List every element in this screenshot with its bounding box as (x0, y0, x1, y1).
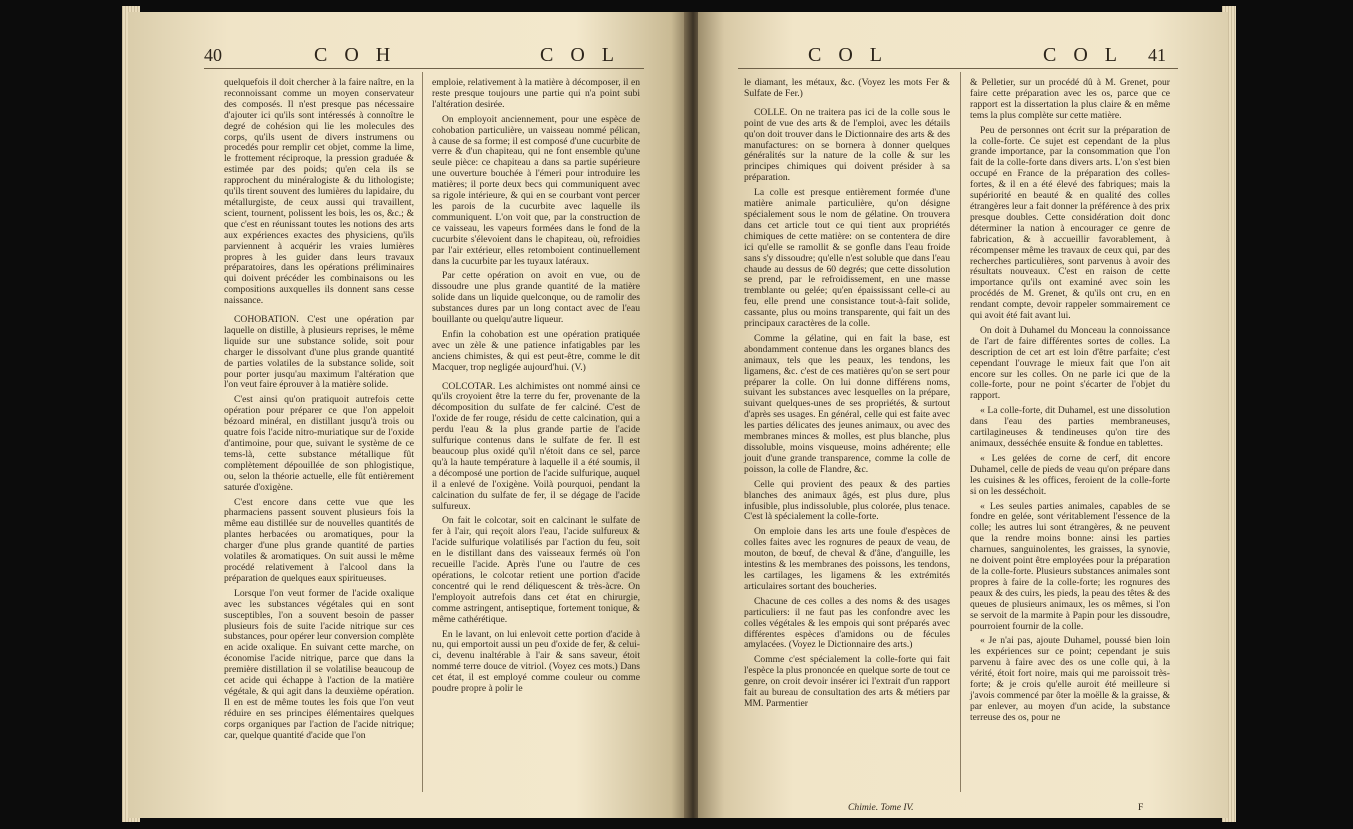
signature-mark: F (1138, 802, 1144, 813)
header-rule (204, 68, 644, 69)
paragraph: COLLE. On ne traitera pas ici de la colle sous le point de vue des arts & de l'emploi, avec les détails qu'on doit trouver dans le Dictionnaire des arts & des manufactures: on se bornera à donner quelques généralités sur la nature de la colle & sur les principes chimiques qui doivent présider à sa préparation. (744, 106, 950, 184)
column-divider (422, 72, 423, 792)
footer-signature: Chimie. Tome IV. (848, 802, 914, 813)
paragraph: emploie, relativement à la matière à décomposer, il en reste presque toujours une partie qui n'a point subi l'altération desirée. (432, 77, 640, 110)
running-head-left: C O L (808, 44, 888, 66)
paragraph: Lorsque l'on veut former de l'acide oxalique avec les substances végétales qui en sont susceptibles, l'on a souvent besoin de passer plusieurs fois de suite l'acide nitrique sur ces substances, pour opérer leur conversion complète en acide oxalique. En suivant cette marche, on économise l'acide nitrique, parce que dans la première distillation il se volatilise beaucoup de cet acide qui échappe à l'action de la matière végétale, & qui agit dans la deuxième opération. Il en est de même toutes les fois que l'on veut réduire en ses principes élémentaires quelques corps organiques par l'action de l'acide nitrique; car, quelque quantité d'acide que l'on (224, 587, 414, 741)
paragraph: On doit à Duhamel du Monceau la connoissance de l'art de faire différentes sortes de colles. La description de cet art est loin d'être parfaite; c'est cependant l'ouvrage le mieux fait que l'on ait encore sur les colles. On ne parle ici que de la colle-forte, pour ne point s'écarter de l'objet du rapport. (970, 324, 1170, 402)
paragraph: On employoit anciennement, pour une espèce de cohobation particulière, un vaisseau nommé pélican, à cause de sa forme; il est composé d'une cucurbite de verre & d'un chapiteau, qui ne font ensemble qu'une seule pièce: ce chapiteau a dans sa partie supérieure une ouverture bouchée à l'émeri pour introduire les matières; il porte deux becs qui communiquent avec sa rigole intérieure, & qui en se courbant vont percer les parois de la cucurbite avec laquelle ils communiquent. L'on voit que, par la construction de ce vaisseau, les vapeurs formées dans le fond de la cucurbite s'élevoient dans le chapiteau, où, refroidies par l'air extérieur, elles retomboient continuellement dans la cucurbite par les tuyaux latéraux. (432, 113, 640, 267)
text-column-1 (224, 78, 414, 745)
left-page (128, 12, 688, 818)
header-rule (738, 68, 1178, 69)
paragraph: C'est encore dans cette vue que les pharmaciens passent souvent plusieurs fois la même eau distillée sur de nouvelles quantités de plantes herbacées ou aromatiques, pour la charger d'une plus grande quantité de parties volatiles & aromatiques. On suit aussi le même procédé relativement à l'alcool dans la préparation de quelques eaux spiritueuses. (224, 496, 414, 584)
text-column-1 (744, 78, 950, 714)
paragraph: En le lavant, on lui enlevoit cette portion d'acide à nu, qui emportoit aussi un peu d'oxide de fer, & celui-ci, devenu inaltérable à l'air & sans saveur, étoit nommé terre douce de vitriol. (Voyez ces mots.) Dans cet état, il est employé comme couleur ou comme poudre propre à polir le (432, 628, 640, 695)
paragraph: On emploie dans les arts une foule d'espèces de colles faites avec les rognures de peaux de veau, de mouton, de bœuf, de cheval & d'âne, d'anguille, les intestins & les membranes des poissons, les tendons, les cartilages, les ligamens & les extrémités articulaires sortant des boucheries. (744, 526, 950, 592)
paragraph: Comme la gélatine, qui en fait la base, est abondamment contenue dans les organes blancs des animaux, tels que les peaux, les tendons, les ligamens, &c. c'est de ces matières qu'on se sert pour préparer la colle. On lui donne différens noms, suivant les substances avec lesquelles on la prépare, suivant quelques-unes de ses propriétés, & surtout d'après ses usages. En général, celle qui est faite avec les parties délicates des jeunes animaux, ou avec des membranes minces & molles, est plus blanche, plus dissoluble, moins visqueuse, moins adhérente; elle jouit d'une grande transparence, comme la colle de poisson, la colle de Flandre, &c. (744, 332, 950, 475)
running-head-right: C O L (540, 44, 620, 66)
paragraph: COLCOTAR. Les alchimistes ont nommé ainsi ce qu'ils croyoient être la terre du fer, provenante de la décomposition du sulfate de fer calciné. C'est de l'oxide de fer rouge, résidu de cette calcination, qui a perdu l'eau & la plus grande partie de l'acide sulfurique contenus dans le sulfate de fer. Il est beaucoup plus oxidé qu'il n'étoit dans ce sel, parce qu'à la haute température à laquelle il a été soumis, il a décomposé une portion de l'acide sulfurique, auquel il a enlevé de l'oxigène. Voilà pourquoi, pendant la calcination du sulfate de fer, il se dégage de l'acide sulfureux. (432, 380, 640, 512)
text-column-2 (432, 78, 640, 699)
paragraph: Peu de personnes ont écrit sur la préparation de la colle-forte. Ce sujet est cependant de la plus grande importance, par la consommation que l'on fait de la colle-forte dans divers arts. L'on s'est bien occupé en France de la préparation des colles-fortes, & il en a été élevé des fabriques; mais la supériorité en beauté & en qualité des colles étrangères leur a fait donner la préférence à des prix presque doubles. Cette considération doit donc déterminer la nation à encourager ce genre de fabrication, & à accueillir favorablement, à récompenser même les travaux de ceux qui, par des recherches particulières, sont parvenus à avoir des résultats nouveaux. C'est en raison de cette importance qu'ils ont examiné avec soin les procédés de M. Grenet, & qu'ils ont cru, en en rendant compte, devoir rappeler sommairement ce qui avoit été fait avant lui. (970, 124, 1170, 322)
page-number: 40 (204, 45, 222, 65)
paragraph: « Les seules parties animales, capables de se fondre en gelée, sont véritablement l'essence de la colle; les autres lui sont étrangères, & ne peuvent que la rendre moins bonne: ainsi les parties charnues, sanguinolentes, les graisses, la synovie, ne doivent point être employées pour la préparation de la colle-forte. Plusieurs substances animales sont propres à faire de la colle-forte; les rognures des peaux & des cuirs, les pieds, la peau des têtes & des queues de plusieurs animaux, les os mêmes, si l'on se servoit de la marmite à Papin pour les dissoudre, pourroient fournir de la colle. (970, 500, 1170, 632)
paragraph: COHOBATION. C'est une opération par laquelle on distille, à plusieurs reprises, le même liquide sur une substance solide, soit pour charger le dissolvant d'une plus grande quantité de parties volatiles de la substance solide, soit pour porter jusqu'au maximum l'altération que l'on veut faire éprouver à la matière solide. (224, 314, 414, 391)
paragraph: Celle qui provient des peaux & des parties blanches des animaux âgés, est plus dure, plus infusible, plus indissoluble, plus colorée, plus tenace. C'est là spécialement la colle-forte. (744, 478, 950, 523)
paragraph: La colle est presque entièrement formée d'une matière animale particulière, qu'on désigne spécialement sous le nom de gélatine. On trouvera dans cet article tout ce qui tient aux propriétés chimiques de cette matière: on se contentera de dire ici qu'elle se ramollit & se gonfle dans l'eau froide sans s'y dissoudre; qu'elle n'est soluble que dans l'eau chaude au dessus de 60 degrés; que cette dissolution se prend, par le refroidissement, en une masse tremblante ou gelée; qu'en épaississant celle-ci au feu, elle prend une consistance tout-à-fait solide, cassante, plus ou moins transparente, qui fait un des principaux caractères de la colle. (744, 187, 950, 330)
paragraph: C'est ainsi qu'on pratiquoit autrefois cette opération pour préparer ce que l'on appeloit bézoard minéral, en distillant jusqu'à trois ou quatre fois l'acide nitro-muriatique sur de l'oxide d'antimoine, pour que, suivant le système de ce tems-là, cette substance métallique fût complètement dépouillée de son phlogistique, ou, selon la théorie actuelle, elle fût entièrement saturée d'oxigène. (224, 394, 414, 493)
right-page (698, 12, 1228, 818)
running-head-right: C O L (1043, 44, 1123, 66)
running-head-left: C O H (314, 44, 397, 66)
paragraph: « Je n'ai pas, ajoute Duhamel, poussé bien loin les expériences sur ce point; cependant je suis parvenu à faire avec des os une colle qui, à la vérité, étoit fort noire, mais qui me paroissoit très-forte; & je crois qu'elle auroit été meilleure si j'avois commencé par ôter la moëlle & la graisse, & par enlever, au moyen d'un acide, la substance terreuse des os, pour ne (970, 635, 1170, 723)
page-number: 41 (1148, 45, 1166, 65)
column-divider (960, 72, 961, 792)
paragraph: « La colle-forte, dit Duhamel, est une dissolution dans l'eau des parties membraneuses, cartilagineuses & tendineuses qu'on tire des animaux, desséchée ensuite & fondue en tablettes. (970, 405, 1170, 449)
paragraph: Comme c'est spécialement la colle-forte qui fait l'espèce la plus prononcée en quelque sorte de tout ce genre, on croit devoir insérer ici l'extrait d'un rapport fait au bureau de consultation des arts & métiers par MM. Parmentier (744, 654, 950, 709)
paragraph: « Les gelées de corne de cerf, dit encore Duhamel, celle de pieds de veau qu'on prépare dans les cuisines & les offices, feroient de la colle-forte si on les desséchoit. (970, 452, 1170, 497)
paragraph: Chacune de ces colles a des noms & des usages particuliers: il ne faut pas les confondre avec les colles végétales & les empois qui sont préparés avec différentes espèces d'amidons ou de fécules amylacées. (Voyez le Dictionnaire des arts.) (744, 595, 950, 651)
paragraph: Enfin la cohobation est une opération pratiquée avec un zèle & une patience infatigables par les anciens chimistes, & qui est peut-être, comme le dit Macquer, trop negligée aujourd'hui. (V.) (432, 328, 640, 373)
paragraph: On fait le colcotar, soit en calcinant le sulfate de fer à l'air, qui reçoit alors l'eau, l'acide sulfureux & l'acide sulfurique volatilisés par l'action du feu, soit en le distillant dans des vaisseaux fermés où l'on recueille l'acide. Après l'une ou l'autre de ces opérations, le colcotar retient une portion d'acide concentré qui le rend déliquescent & très-àcre. On l'employoit autrefois dans cet état en chirurgie, comme astringent, antiseptique, fortement tonique, & même cathérétique. (432, 515, 640, 625)
paragraph: le diamant, les métaux, &c. (Voyez les mots Fer & Sulfate de Fer.) (744, 77, 950, 99)
paragraph: & Pelletier, sur un procédé dû à M. Grenet, pour faire cette préparation avec les os, parce que ce rapport est la dissertation la plus claire & en même tems la plus complète sur cette matière. (970, 77, 1170, 121)
open-book (128, 4, 1228, 824)
text-column-2 (970, 78, 1170, 728)
paragraph: quelquefois il doit chercher à la faire naître, en la reconnoissant comme un moyen conservateur des composés. Il n'est presque pas nécessaire d'ajouter ici qu'ils sont intéressés à connoître le degré de cohésion qui lie les molecules des corps, qu'ils usent de divers instrumens ou procedés pour remplir cet objet, comme la lime, le frottement réciproque, la pression graduée & estimée par des poids; qu'en cela ils se rapprochent du minéralogiste & du lithologiste; qu'ils tirent souvent des lumières du lapidaire, du métallurgiste, de ceux aussi qui travaillent, scient, tournent, polissent les bois, les os, &c.; & que c'est en réunissant toutes les notions des arts aux expériences exactes des physiciens, qu'ils parviennent à acquérir les vraies lumières propres à les guider dans leurs travaux préparatoires, dans les opérations préliminaires qui doivent précéder les combinaisons ou les compositions auxquelles ils donnent sans cesse naissance. (224, 77, 414, 307)
paragraph: Par cette opération on avoit en vue, ou de dissoudre une plus grande quantité de la matière solide dans un liquide quelconque, ou de ramolir des substances dures par un long contact avec de l'eau bouillante ou quelqu'autre liqueur. (432, 270, 640, 326)
